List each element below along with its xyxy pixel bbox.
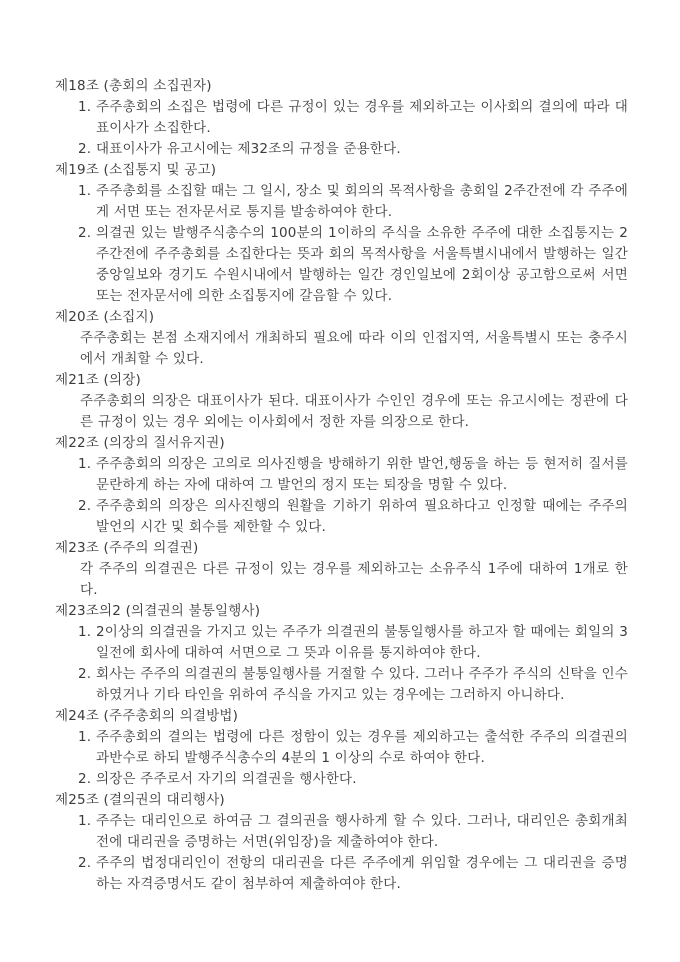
article-heading: 제22조 (의장의 질서유지권) [55, 435, 225, 451]
item-text: 주주총회의 의장은 의사진행의 원활을 기하기 위하여 필요하다고 인정할 때에는 주주의 발언의 시간 및 회수를 제한할 수 있다. [96, 498, 628, 535]
item-number: 2. [78, 225, 92, 241]
article-heading: 제19조 (소집통지 및 공고) [55, 162, 217, 178]
item-text: 대표이사가 유고시에는 제32조의 규정을 준용한다. [96, 141, 401, 157]
article-item [55, 664, 628, 706]
article-heading: 제18조 (총회의 소집권자) [55, 78, 212, 94]
item-text: 주주총회의 의장은 고의로 의사진행을 방해하기 위한 발언,행동을 하는 등 현저히 질서를 문란하게 하는 자에 대하여 그 발언의 정지 또는 퇴장을 명할 수 있다. [96, 456, 628, 493]
item-text: 주주총회를 소집할 때는 그 일시, 장소 및 회의의 목적사항을 총회일 2주간전에 각 주주에게 서면 또는 전자문서로 통지를 발송하여야 한다. [96, 183, 628, 220]
article-section-23 [55, 538, 628, 601]
article-section-22 [55, 433, 628, 538]
item-number: 2. [78, 498, 92, 514]
article-heading: 제24조 (주주총회의 의결방법) [55, 708, 239, 724]
item-text: 의장은 주주로서 자기의 의결권을 행사한다. [96, 771, 357, 787]
item-text: 의결권 있는 발행주식총수의 100분의 1이하의 주식을 소유한 주주에 대한 소집통지는 2주간전에 주주총회를 소집한다는 뜻과 회의 목적사항을 서울특별시내에서 발행하는 일간 중앙일보와 경기도 수원시내에서 발행하는 일간 경인일보에 2회이상 공고함으로써 서면 또는 전자문서에 의한 소집통지에 갈음할 수 있다. [96, 225, 628, 304]
article-item [55, 139, 628, 160]
article-item [55, 454, 628, 496]
item-number: 1. [78, 99, 92, 115]
article-heading: 제23조 (주주의 의결권) [55, 540, 199, 556]
item-number: 1. [78, 456, 92, 472]
article-heading: 제25조 (결의권의 대리행사) [55, 792, 225, 808]
item-number: 2. [78, 855, 92, 871]
item-number: 1. [78, 813, 92, 829]
item-text: 회사는 주주의 의결권의 불통일행사를 거절할 수 있다. 그러나 주주가 주식의 신탁을 인수하였거나 기타 타인을 위하여 주식을 가지고 있는 경우에는 그러하지 아니하다. [96, 666, 628, 703]
article-section-24 [55, 706, 628, 790]
article-section-21 [55, 370, 628, 433]
article-item [55, 769, 628, 790]
article-item [55, 853, 628, 895]
item-number: 1. [78, 183, 92, 199]
article-section-20 [55, 307, 628, 370]
article-item [55, 97, 628, 139]
article-section-23-2 [55, 601, 628, 706]
article-item [55, 496, 628, 538]
item-number: 2. [78, 141, 92, 157]
article-section-18 [55, 76, 628, 160]
item-number: 2. [78, 666, 92, 682]
article-heading: 제23조의2 (의결권의 불통일행사) [55, 603, 261, 619]
item-text: 주주는 대리인으로 하여금 그 결의권을 행사하게 할 수 있다. 그러나, 대리인은 총회개최 전에 대리권을 증명하는 서면(위임장)을 제출하여야 한다. [96, 813, 628, 850]
item-text: 2이상의 의결권을 가지고 있는 주주가 의결권의 불통일행사를 하고자 할 때에는 회일의 3일전에 회사에 대하여 서면으로 그 뜻과 이유를 통지하여야 한다. [96, 624, 628, 661]
item-text: 주주의 법정대리인이 전항의 대리권을 다른 주주에게 위임할 경우에는 그 대리권을 증명하는 자격증명서도 같이 첨부하여 제출하여야 한다. [96, 855, 628, 892]
item-number: 2. [78, 771, 92, 787]
item-text: 주주총회의 소집은 법령에 다른 규정이 있는 경우를 제외하고는 이사회의 결의에 따라 대표이사가 소집한다. [96, 99, 628, 136]
article-paragraph: 각 주주의 의결권은 다른 규정이 있는 경우를 제외하고는 소유주식 1주에 대하여 1개로 한다. [80, 561, 628, 598]
article-heading: 제20조 (소집지) [55, 309, 155, 325]
article-item [55, 727, 628, 769]
article-item [55, 223, 628, 307]
item-number: 1. [78, 624, 92, 640]
article-heading: 제21조 (의장) [55, 372, 141, 388]
article-item [55, 811, 628, 853]
article-section-25 [55, 790, 628, 895]
article-paragraph: 주주총회의 의장은 대표이사가 된다. 대표이사가 수인인 경우에 또는 유고시에는 정관에 다른 규정이 있는 경우 외에는 이사회에서 정한 자를 의장으로 한다. [80, 393, 628, 430]
item-number: 1. [78, 729, 92, 745]
article-item [55, 622, 628, 664]
article-section-19 [55, 160, 628, 307]
item-text: 주주총회의 결의는 법령에 다른 정함이 있는 경우를 제외하고는 출석한 주주의 의결권의 과반수로 하되 발행주식총수의 4분의 1 이상의 수로 하여야 한다. [96, 729, 628, 766]
article-item [55, 181, 628, 223]
article-paragraph: 주주총회는 본점 소재지에서 개최하되 필요에 따라 이의 인접지역, 서울특별시 또는 충주시에서 개최할 수 있다. [80, 330, 628, 367]
